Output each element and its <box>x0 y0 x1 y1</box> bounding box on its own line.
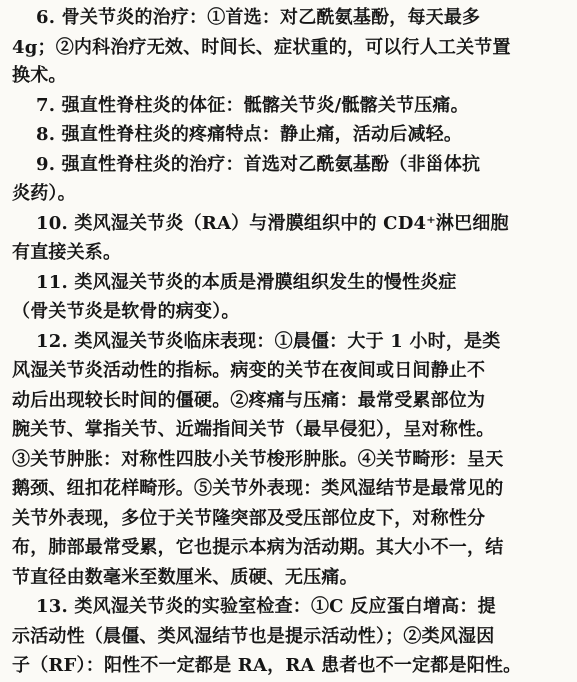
line-22: 示活动性（晨僵、类风湿结节也是提示活动性）；②类风湿因 <box>12 626 495 647</box>
line-12: 12. 类风湿关节炎临床表现：①晨僵：大于 1 小时，是类 <box>36 331 501 352</box>
line-04: 7. 强直性脊柱炎的体征：骶髂关节炎/骶髂关节压痛。 <box>36 95 469 116</box>
line-07: 炎药）。 <box>12 183 76 204</box>
line-19: 布，肺部最常受累，它也提示本病为活动期。其大小不一，结 <box>12 537 504 558</box>
line-21: 13. 类风湿关节炎的实验室检查：①C 反应蛋白增高：提 <box>36 596 496 617</box>
line-20: 节直径由数毫米至数厘米、质硬、无压痛。 <box>12 567 358 588</box>
line-01: 6. 骨关节炎的治疗：①首选：对乙酰氨基酚，每天最多 <box>36 7 481 28</box>
line-15: 腕关节、掌指关节、近端指间关节（最早侵犯），呈对称性。 <box>12 419 495 440</box>
line-11: （骨关节炎是软骨的病变）。 <box>12 301 240 322</box>
line-08: 10. 类风湿关节炎（RA）与滑膜组织中的 CD4⁺淋巴细胞 <box>36 213 509 234</box>
line-16: ③关节肿胀：对称性四肢小关节梭形肿胀。④关节畸形：呈天 <box>12 449 504 470</box>
line-10: 11. 类风湿关节炎的本质是滑膜组织发生的慢性炎症 <box>36 272 457 293</box>
line-14: 动后出现较长时间的僵硬。②疼痛与压痛：最常受累部位为 <box>12 390 486 411</box>
line-02: 4g；②内科治疗无效、时间长、症状重的，可以行人工关节置 <box>12 37 511 58</box>
line-13: 风湿关节炎活动性的指标。病变的关节在夜间或日间静止不 <box>12 360 486 381</box>
line-23: 子（RF）：阳性不一定都是 RA，RA 患者也不一定都是阳性。 <box>12 655 522 676</box>
line-17: 鹅颈、纽扣花样畸形。⑤关节外表现：类风湿结节是最常见的 <box>12 478 504 499</box>
line-18: 关节外表现，多位于关节隆突部及受压部位皮下，对称性分 <box>12 508 486 529</box>
line-06: 9. 强直性脊柱炎的治疗：首选对乙酰氨基酚（非甾体抗 <box>36 154 481 175</box>
line-09: 有直接关系。 <box>12 242 122 263</box>
line-03: 换术。 <box>12 65 67 86</box>
line-05: 8. 强直性脊柱炎的疼痛特点：静止痛，活动后减轻。 <box>36 124 463 145</box>
